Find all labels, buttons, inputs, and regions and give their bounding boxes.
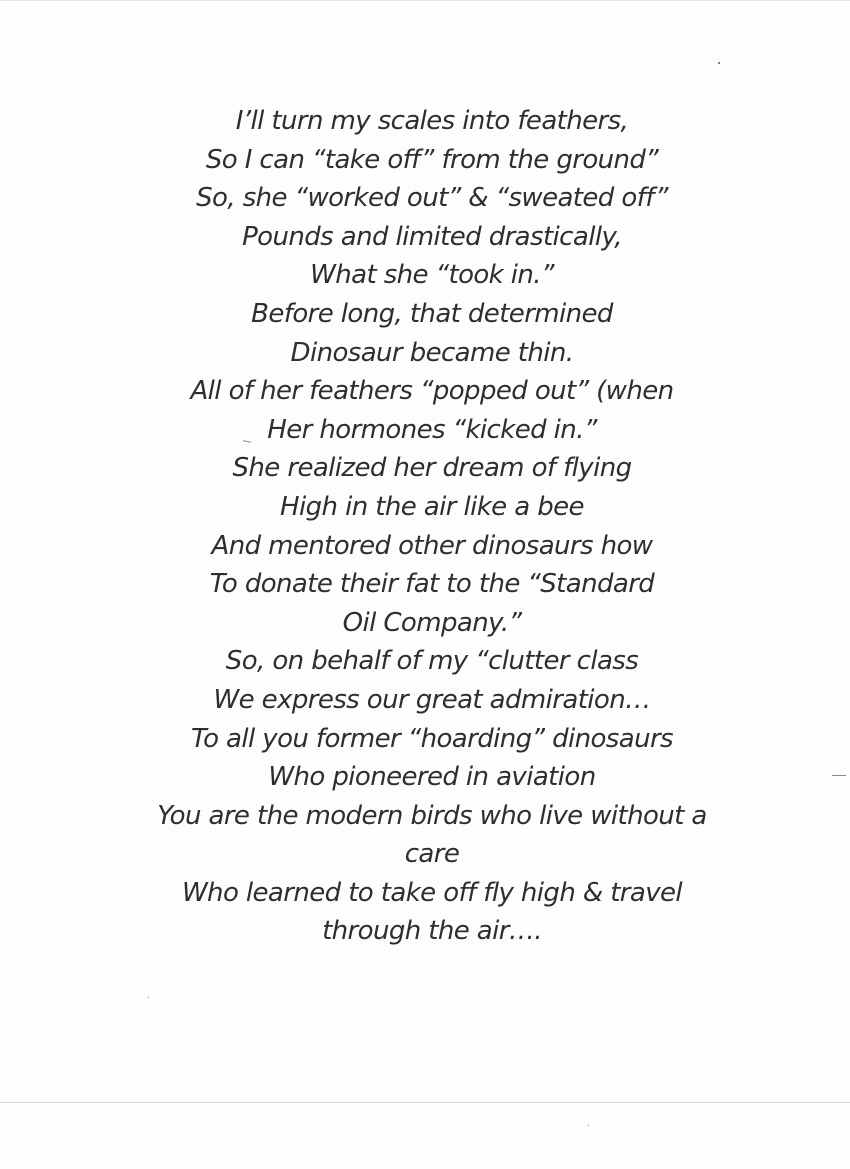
scan-speck (718, 62, 720, 64)
scan-speck (588, 1125, 589, 1126)
poem-line-8: All of her feathers “popped out” (when (190, 376, 674, 407)
poem-line-16: We express our great admiration… (213, 684, 651, 715)
poem-line-15: So, on behalf of my “clutter class (225, 646, 639, 677)
poem-line-19: You are the modern birds who live without a (157, 800, 707, 831)
poem-line-7: Dinosaur became thin. (290, 337, 574, 368)
poem-line-9: Her hormones “kicked in.” (267, 414, 597, 445)
poem-line-17: To all you former “hoarding” dinosaurs (191, 723, 673, 754)
poem-line-13: To donate their fat to the “Standard (209, 569, 655, 600)
poem-line-12: And mentored other dinosaurs how (211, 530, 653, 561)
poem-line-11: High in the air like a bee (280, 491, 584, 522)
poem-line-14: Oil Company.” (342, 607, 522, 638)
poem-body (0, 102, 850, 951)
poem-line-18: Who pioneered in aviation (268, 762, 596, 793)
scan-mark (832, 775, 846, 776)
poem-line-5: What she “took in.” (310, 260, 554, 291)
poem-line-4: Pounds and limited drastically, (242, 221, 622, 252)
poem-line-20: care (404, 839, 460, 870)
poem-line-1: I’ll turn my scales into feathers, (235, 106, 629, 136)
poem-line-6: Before long, that determined (251, 298, 613, 329)
poem-line-2: So I can “take off” from the ground” (205, 144, 659, 175)
scan-speck (148, 997, 149, 998)
poem-line-10: She realized her dream of flying (232, 453, 632, 484)
poem-line-21: Who learned to take off fly high & travel (181, 877, 683, 908)
poem-line-22: through the air…. (322, 916, 542, 947)
page-fold-line (0, 1102, 850, 1103)
poem-line-3: So, she “worked out” & “sweated off” (196, 183, 668, 214)
